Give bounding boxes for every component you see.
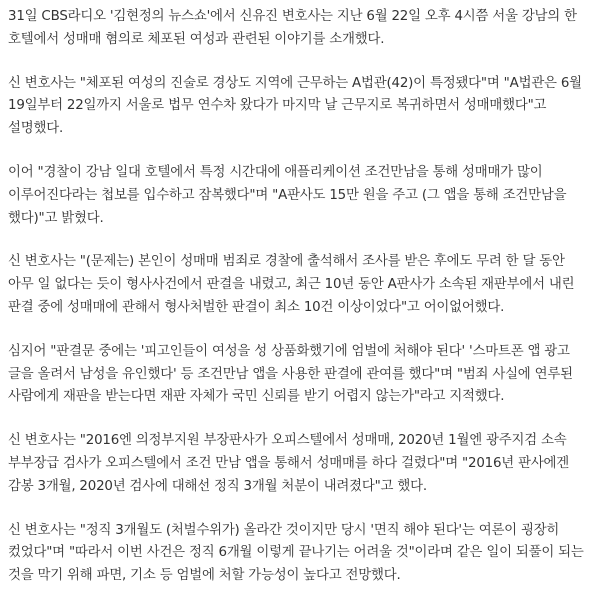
article-paragraph-2: 신 변호사는 "체포된 여성의 진술로 경상도 지역에 근무하는 A법관(42)이 특정됐다"며 "A법관은 6월 19일부터 22일까지 서울로 법무 연수차 왔다가 마지막 날 근무지로 복귀하면서 성매매했다"고 설명했다. — [8, 75, 582, 137]
article-paragraph-7: 신 변호사는 "정직 3개월도 (처벌수위가) 올라간 것이지만 당시 '면직 해야 된다'는 여론이 굉장히 컸었다"며 "따라서 이번 사건은 정직 6개월 이렇게 끝나기는 어려울 것"이라며 같은 일이 되풀이 되는 것을 막기 위해 파면, 기소 등 엄벌에 처할 가능성이 높다고 전망했다. — [8, 522, 584, 584]
article-paragraph-1: 31일 CBS라디오 '김현정의 뉴스쇼'에서 신유진 변호사는 지난 6월 22일 오후 4시쯤 서울 강남의 한 호텔에서 성매매 혐의로 체포된 여성과 관련된 이야기를 소개했다. — [8, 9, 577, 47]
article-paragraph-6: 신 변호사는 "2016엔 의정부지원 부장판사가 오피스텔에서 성매매, 2020년 1월엔 광주지검 소속 부부장급 검사가 오피스텔에서 조건 만남 앱을 통해서 성매매를 하다 걸렸다"며 "2016년 판사에겐 감봉 3개월, 2020년 검사에 대해선 정직 3개월 처분이 내려졌다"고 했다. — [8, 433, 570, 494]
article-paragraph-5: 심지어 "판결문 중에는 '피고인들이 여성을 성 상품화했기에 엄벌에 처해야 된다' '스마트폰 앱 광고 글을 올려서 남성을 유인했다' 등 조건만남 앱을 사용한 판결에 관여를 했다"며 "범죄 사실에 연루된 사람에게 재판을 받는다면 재판 자체가 국민 신뢰를 받기 어렵지 않는가"라고 지적했다. — [8, 343, 573, 405]
article-paragraph-3: 이어 "경찰이 강남 일대 호텔에서 특정 시간대에 애플리케이션 조건만남을 통해 성매매가 많이 이루어진다라는 첩보를 입수하고 잠복했다"며 "A판사도 15만 원을 주고 (그 앱을 통해 조건만남을 했다)"고 밝혔다. — [8, 164, 567, 226]
article-paragraph-4: 신 변호사는 "(문제는) 본인이 성매매 범죄로 경찰에 출석해서 조사를 받은 후에도 무려 한 달 동안 아무 일 없다는 듯이 형사사건에서 판결을 내렸고, 최근 10년 동안 A판사가 소속된 재판부에서 내린 판결 중에 성매매에 관해서 형사처벌한 판결이 최소 10건 이상이었다"고 어이없어했다. — [8, 254, 575, 315]
